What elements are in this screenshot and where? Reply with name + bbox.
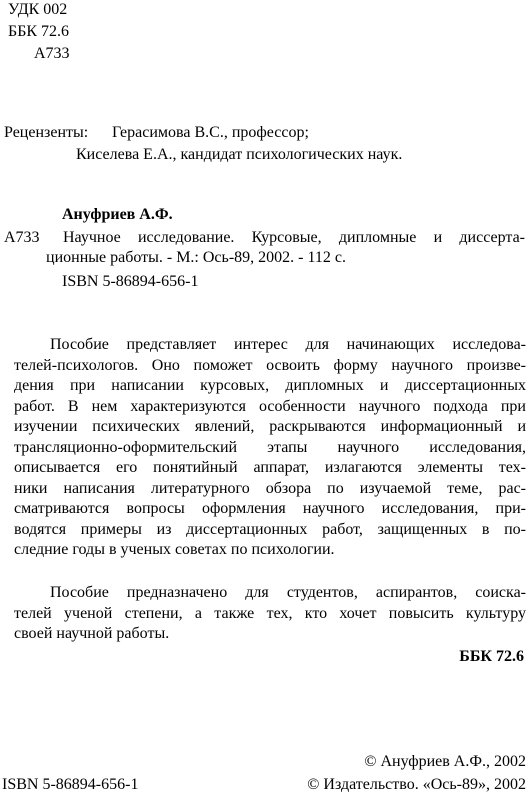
abstract-line: водятся примеры из диссертационных работ, защищенных в по- [14,520,526,538]
bib-title-line-1: Научное исследование. Курсовые, дипломные и диссерта- [63,229,525,246]
bbk-bottom: ББК 72.6 [459,648,524,665]
abstract-paragraph-2 [14,583,526,645]
reviewers-label: Рецензенты: [4,124,89,141]
abstract-line: следние годы в ученых советах по психологии. [14,541,335,558]
bib-mark: А733 [4,229,40,246]
abstract-line: ники написания литературного обзора по изучаемой теме, рас- [14,479,526,497]
author-name: Ануфриев А.Ф. [62,206,173,223]
abstract-line: Пособие представляет интерес для начинающих исследова- [50,336,526,353]
abstract-line: трансляционно-оформительский этапы научного исследования, [14,438,526,456]
abstract-line: сматриваются вопросы оформления научного исследования, при- [14,500,526,517]
bib-title-line-2: ционные работы. - М.: Ось-89, 2002. - 112 с. [46,249,346,266]
abstract-paragraph-1 [14,335,526,561]
reviewer-2: Киселева Е.А., кандидат психологических наук. [76,146,403,163]
bbk-code: ББК 72.6 [8,23,70,40]
abstract-line: описывается его понятийный аппарат, излагаются элементы тех- [14,459,526,476]
abstract-line: работ. В нем характеризуются особенности научного подхода при [14,397,526,415]
bib-isbn: ISBN 5-86894-656-1 [62,273,199,290]
copyright-author: © Ануфриев А.Ф., 2002 [364,753,526,770]
author-mark: А733 [34,45,70,62]
abstract-line: своей научной работы. [14,625,170,642]
footer-isbn: ISBN 5-86894-656-1 [2,776,139,793]
abstract-line: изучении психических явлений, раскрываются информационный и [14,418,526,435]
udk-code: УДК 002 [8,1,68,18]
abstract-line: телей-психологов. Оно поможет освоить форму научного произве- [14,356,526,374]
copyright-publisher: © Издательство. «Ось-89», 2002 [307,776,526,793]
abstract-line: телей ученой степени, а также тех, кто хочет повысить культуру [14,604,526,622]
reviewer-1: Герасимова В.С., профессор; [112,124,309,141]
abstract-line: Пособие предназначено для студентов, аспирантов, соиска- [50,584,526,601]
abstract-line: дения при написании курсовых, дипломных и диссертационных [14,377,526,394]
